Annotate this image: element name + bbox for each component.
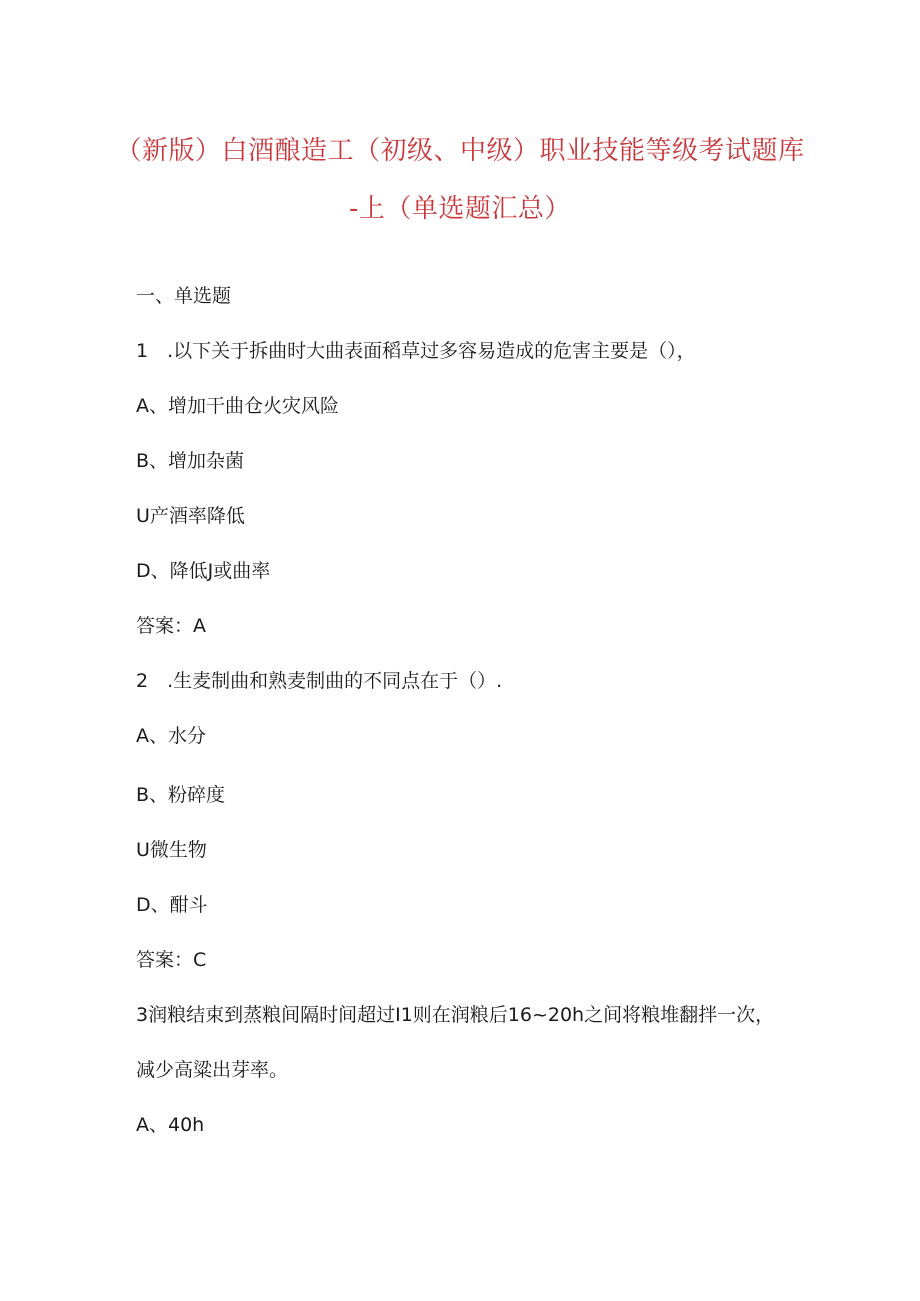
question-1-answer: 答案：A [136, 615, 206, 637]
question-3-stem-continued: 减少高粱出芽率。 [136, 1059, 289, 1081]
question-1-stem: 1 .以下关于拆曲时大曲表面稻草过多容易造成的危害主要是（）， [136, 340, 696, 362]
document-title-line-1: （新版）白酒酿造工（初级、中级）职业技能等级考试题库 [115, 136, 805, 166]
question-2-stem: 2 .生麦制曲和熟麦制曲的不同点在于（）. [136, 670, 503, 692]
question-3-option-a: A、40h [136, 1114, 205, 1136]
question-1-option-d: D、降低J或曲率 [136, 560, 271, 582]
question-2-option-c: U微生物 [136, 839, 207, 861]
question-1-option-b: B、增加杂菌 [136, 450, 245, 472]
question-2-option-b: B、粉碎度 [136, 784, 226, 806]
question-1-option-a: A、增加干曲仓火灾风险 [136, 395, 339, 417]
question-3-stem: 3润粮结束到蒸粮间隔时间超过I1则在润粮后16~20h之间将粮堆翻拌一次， [136, 1004, 775, 1026]
document-title-line-2: -上（单选题汇总） [349, 194, 571, 224]
section-heading: 一、单选题 [136, 285, 232, 307]
question-2-option-d: D、酣斗 [136, 894, 208, 916]
question-2-answer: 答案：C [136, 949, 207, 971]
question-2-option-a: A、水分 [136, 725, 206, 747]
question-1-option-c: U产酒率降低 [136, 505, 245, 527]
